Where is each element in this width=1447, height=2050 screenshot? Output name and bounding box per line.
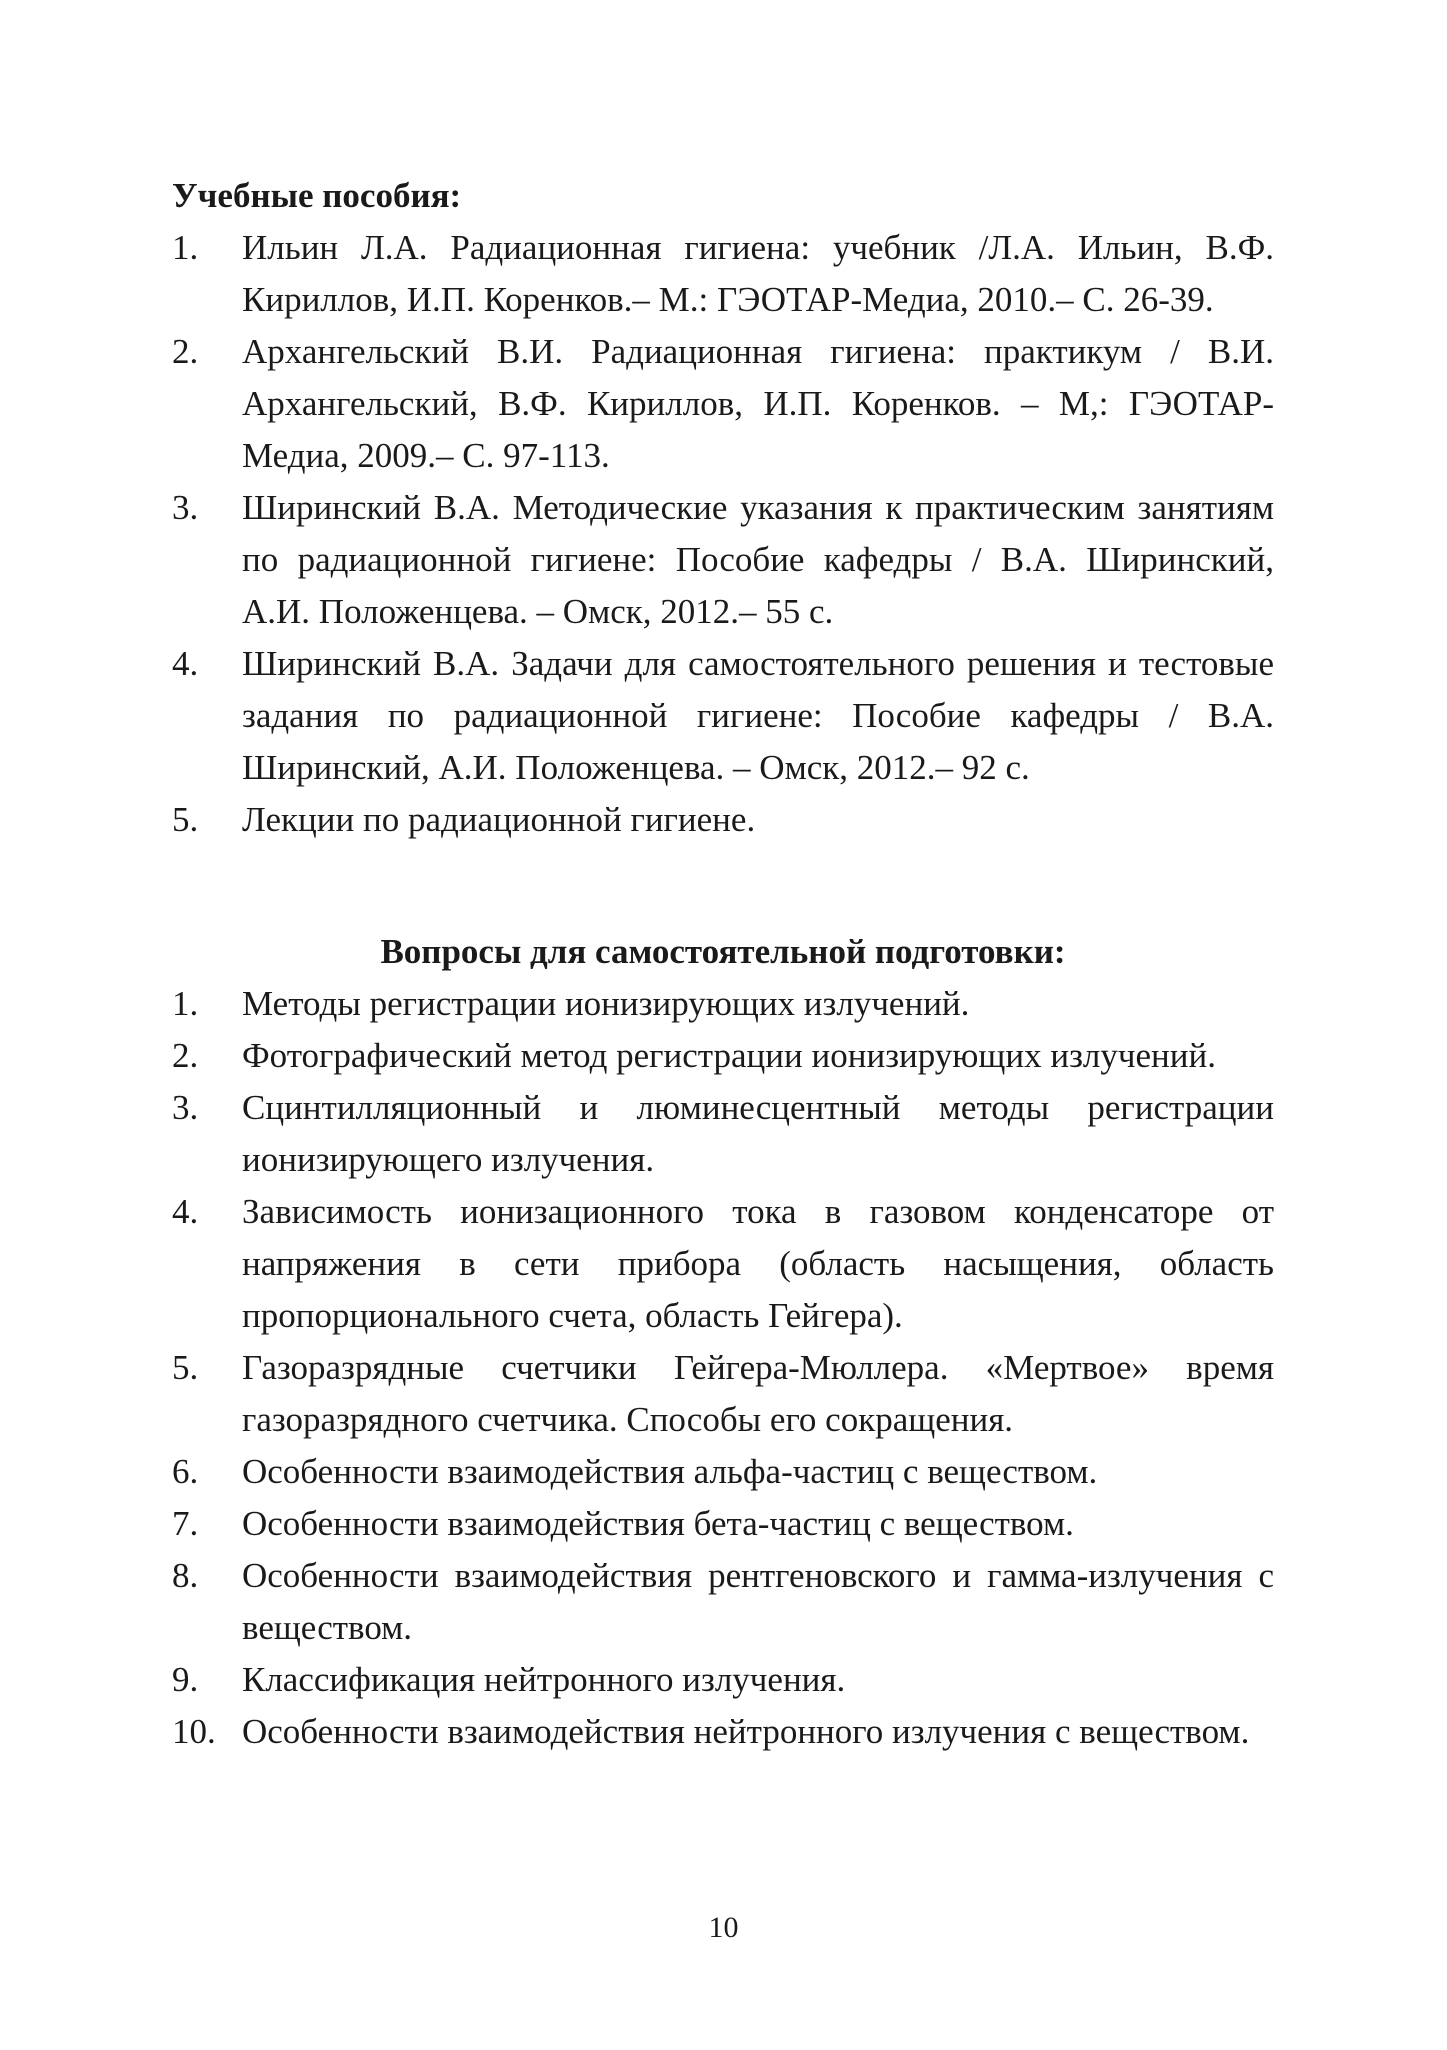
item-text: Классификация нейтронного излучения. [242, 1660, 846, 1699]
item-text: Зависимость ионизационного тока в газовом конденсаторе от напряжения в сети прибора (область насыщения, область пропорционального счета, область Гейгера). [242, 1192, 1274, 1335]
list-item [172, 794, 1274, 846]
questions-heading: Вопросы для самостоятельной подготовки: [380, 932, 1066, 971]
list-item [172, 638, 1274, 794]
item-number: 9. [172, 1660, 199, 1699]
list-item [172, 1186, 1274, 1342]
list-item [172, 1654, 1274, 1706]
item-number: 7. [172, 1504, 199, 1543]
item-number: 8. [172, 1556, 199, 1595]
item-text: Ширинский В.А. Задачи для самостоятельного решения и тестовые задания по радиационной гигиене: Пособие кафедры / В.А. Ширинский, А.И. Положенцева. – Омск, 2012.– 92 с. [242, 644, 1274, 787]
item-text: Фотографический метод регистрации ионизирующих излучений. [242, 1036, 1216, 1075]
textbooks-heading: Учебные пособия: [172, 176, 462, 215]
questions-list [172, 978, 1274, 1758]
item-number: 10. [172, 1712, 216, 1751]
item-number: 2. [172, 332, 199, 371]
item-text: Лекции по радиационной гигиене. [242, 800, 756, 839]
list-item [172, 1446, 1274, 1498]
item-number: 2. [172, 1036, 199, 1075]
list-item [172, 1706, 1274, 1758]
list-item [172, 222, 1274, 326]
item-number: 1. [172, 228, 199, 267]
item-text: Газоразрядные счетчики Гейгера-Мюллера. «Мертвое» время газоразрядного счетчика. Способы его сокращения. [242, 1348, 1274, 1439]
item-number: 4. [172, 644, 199, 683]
list-item [172, 1498, 1274, 1550]
item-number: 5. [172, 800, 199, 839]
list-item [172, 1342, 1274, 1446]
item-text: Ильин Л.А. Радиационная гигиена: учебник /Л.А. Ильин, В.Ф. Кириллов, И.П. Коренков.– М.: ГЭОТАР-Медиа, 2010.– С. 26-39. [242, 228, 1274, 319]
item-text: Архангельский В.И. Радиационная гигиена: практикум / В.И. Архангельский, В.Ф. Кириллов, И.П. Коренков. – М,: ГЭОТАР-Медиа, 2009.– С. 97-113. [242, 332, 1274, 475]
item-text: Методы регистрации ионизирующих излучений. [242, 984, 970, 1023]
item-number: 3. [172, 488, 199, 527]
item-text: Особенности взаимодействия альфа-частиц с веществом. [242, 1452, 1098, 1491]
item-number: 6. [172, 1452, 199, 1491]
item-text: Особенности взаимодействия рентгеновского и гамма-излучения с веществом. [242, 1556, 1274, 1647]
page-content [172, 170, 1274, 1758]
list-item [172, 1030, 1274, 1082]
textbooks-list [172, 222, 1274, 846]
list-item [172, 326, 1274, 482]
item-number: 5. [172, 1348, 199, 1387]
item-text: Особенности взаимодействия бета-частиц с веществом. [242, 1504, 1074, 1543]
item-number: 4. [172, 1192, 199, 1231]
item-text: Сцинтилляционный и люминесцентный методы регистрации ионизирующего излучения. [242, 1088, 1274, 1179]
list-item [172, 1550, 1274, 1654]
list-item [172, 978, 1274, 1030]
list-item [172, 482, 1274, 638]
item-number: 1. [172, 984, 199, 1023]
item-number: 3. [172, 1088, 199, 1127]
item-text: Особенности взаимодействия нейтронного излучения с веществом. [242, 1712, 1250, 1751]
page-number: 10 [708, 1911, 739, 1944]
list-item [172, 1082, 1274, 1186]
item-text: Ширинский В.А. Методические указания к практическим занятиям по радиационной гигиене: Пособие кафедры / В.А. Ширинский, А.И. Положенцева. – Омск, 2012.– 55 с. [242, 488, 1274, 631]
section-spacer [172, 846, 1274, 926]
